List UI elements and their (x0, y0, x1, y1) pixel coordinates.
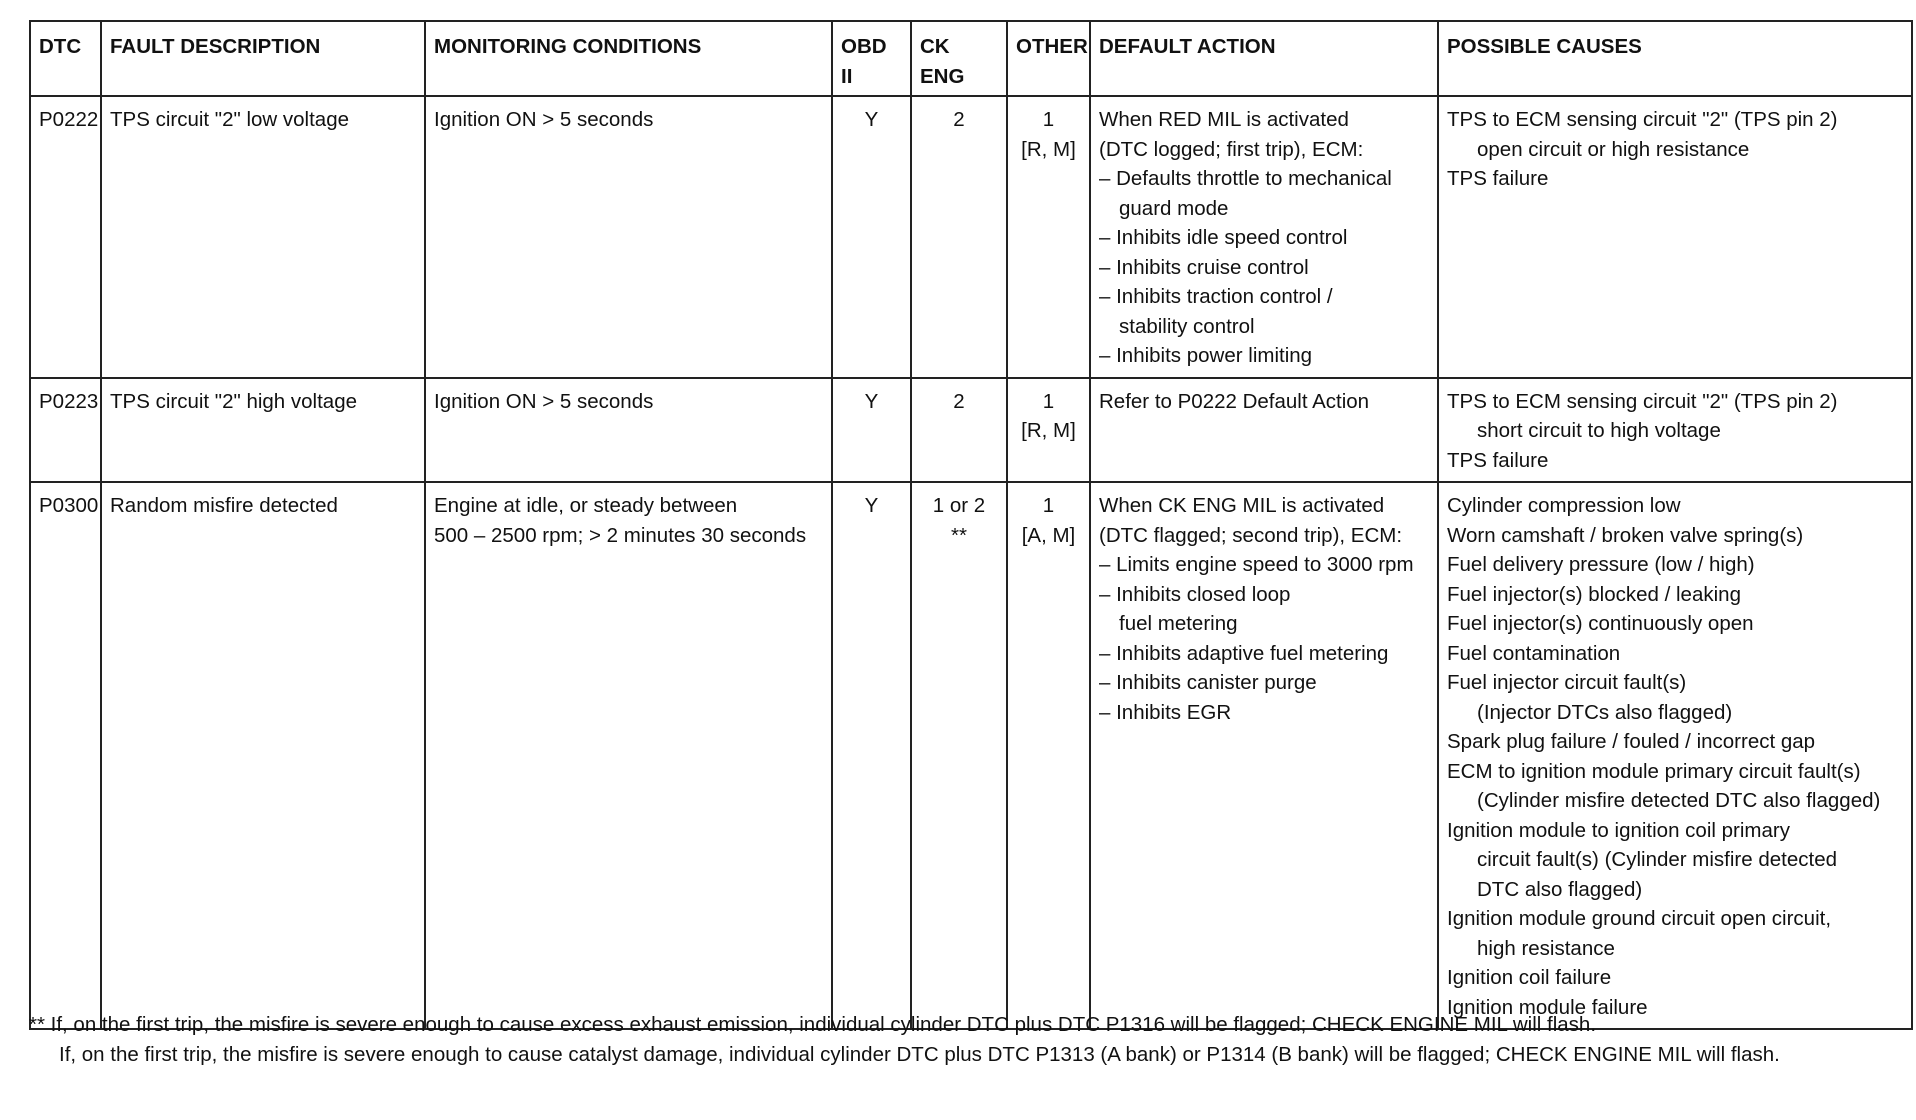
obd-ii-value: Y (832, 96, 911, 378)
footnote-line-2: If, on the first trip, the misfire is severe enough to cause catalyst damage, individual cylinder DTC plus DTC P1313 (A bank) or P1314 (B bank) will be flagged; CHECK ENGINE MIL will flash. (59, 1043, 1780, 1066)
text-line: – Inhibits adaptive fuel metering (1099, 641, 1389, 665)
text-line: Refer to P0222 Default Action (1099, 389, 1370, 413)
header-monitoring-conditions: MONITORING CONDITIONS (425, 21, 832, 96)
ck-eng-value (911, 378, 1007, 483)
footnote-line-1: ** If, on the first trip, the misfire is severe enough to cause excess exhaust emission, individual cylinder DTC plus DTC P1316 will be flagged; CHECK ENGINE MIL will flash. (29, 1013, 1597, 1036)
table-row (30, 378, 1912, 483)
header-possible-causes: POSSIBLE CAUSES (1438, 21, 1912, 96)
text-line: 2 (953, 108, 965, 131)
text-line: high resistance (1477, 936, 1615, 960)
text-line: – Inhibits canister purge (1099, 671, 1317, 694)
monitoring-conditions (425, 96, 832, 378)
text-line: – Inhibits power limiting (1099, 344, 1313, 367)
fault-description: Random misfire detected (101, 482, 425, 1029)
text-line: (Injector DTCs also flagged) (1477, 700, 1733, 724)
text-line: Spark plug failure / fouled / incorrect gap (1447, 730, 1816, 753)
dtc-table (29, 20, 1913, 1030)
header-obd-ii: OBD II (832, 21, 911, 96)
table-row (30, 482, 1912, 1029)
text-line: circuit fault(s) (Cylinder misfire detected (1477, 848, 1837, 871)
text-line: Fuel contamination (1447, 641, 1621, 665)
text-line: short circuit to high voltage (1477, 419, 1721, 442)
other-value (1007, 482, 1090, 1029)
text-line: – Inhibits idle speed control (1099, 226, 1348, 249)
text-line: TPS failure (1447, 448, 1549, 472)
text-line: – Inhibits cruise control (1099, 255, 1309, 279)
text-line: open circuit or high resistance (1477, 137, 1750, 161)
text-line: – Inhibits closed loop (1099, 582, 1291, 606)
text-line: 1 or 2 (932, 494, 986, 517)
dtc-code: P0223 (30, 378, 101, 483)
text-line: 500 – 2500 rpm; > 2 minutes 30 seconds (434, 523, 807, 547)
default-action (1090, 378, 1438, 483)
text-line: Fuel injector(s) blocked / leaking (1447, 582, 1741, 606)
obd-ii-value: Y (832, 378, 911, 483)
header-fault-description: FAULT DESCRIPTION (101, 21, 425, 96)
text-line: Fuel delivery pressure (low / high) (1447, 553, 1755, 576)
text-line: Ignition module failure (1447, 995, 1648, 1019)
text-line: TPS to ECM sensing circuit "2" (TPS pin 2) (1447, 389, 1838, 413)
ck-eng-value (911, 482, 1007, 1029)
dtc-table-sheet (29, 20, 1911, 1030)
text-line: Ignition ON > 5 seconds (434, 389, 654, 413)
fault-description: TPS circuit "2" low voltage (101, 96, 425, 378)
possible-causes (1438, 482, 1912, 1029)
text-line: Cylinder compression low (1447, 494, 1681, 517)
text-line: fuel metering (1119, 612, 1238, 635)
other-value (1007, 96, 1090, 378)
text-line: (DTC flagged; second trip), ECM: (1099, 523, 1403, 547)
footnote (29, 1010, 1780, 1070)
text-line: – Defaults throttle to mechanical (1099, 167, 1392, 190)
text-line: Fuel injector circuit fault(s) (1447, 671, 1687, 694)
text-line: Ignition coil failure (1447, 966, 1612, 989)
header-other: OTHER (1007, 21, 1090, 96)
header-dtc: DTC (30, 21, 101, 96)
header-row (30, 21, 1912, 96)
text-line: TPS failure (1447, 167, 1549, 190)
text-line: When CK ENG MIL is activated (1099, 494, 1385, 517)
text-line: [A, M] (1021, 523, 1076, 547)
monitoring-conditions (425, 482, 832, 1029)
text-line: Ignition ON > 5 seconds (434, 108, 654, 131)
text-line: DTC also flagged) (1477, 877, 1643, 901)
text-line: – Limits engine speed to 3000 rpm (1099, 553, 1414, 576)
header-default-action: DEFAULT ACTION (1090, 21, 1438, 96)
text-line: [R, M] (1021, 419, 1076, 442)
text-line: – Inhibits traction control / (1099, 285, 1333, 308)
header-ck-eng: CK ENG (911, 21, 1007, 96)
ck-eng-value (911, 96, 1007, 378)
text-line: 1 (1042, 108, 1055, 131)
fault-description: TPS circuit "2" high voltage (101, 378, 425, 483)
other-value (1007, 378, 1090, 483)
monitoring-conditions (425, 378, 832, 483)
text-line: 1 (1042, 389, 1055, 413)
text-line: stability control (1119, 314, 1255, 338)
table-row (30, 96, 1912, 378)
text-line: – Inhibits EGR (1099, 700, 1232, 724)
text-line: 2 (953, 389, 965, 413)
text-line: Worn camshaft / broken valve spring(s) (1447, 523, 1804, 547)
text-line: TPS to ECM sensing circuit "2" (TPS pin 2) (1447, 108, 1838, 131)
text-line: (Cylinder misfire detected DTC also flagged) (1477, 789, 1881, 812)
text-line: ECM to ignition module primary circuit fault(s) (1447, 759, 1861, 783)
dtc-code: P0300 (30, 482, 101, 1029)
text-line: When RED MIL is activated (1099, 108, 1349, 131)
text-line: [R, M] (1021, 137, 1076, 161)
text-line: 1 (1042, 494, 1055, 517)
default-action (1090, 96, 1438, 378)
possible-causes (1438, 96, 1912, 378)
text-line: Ignition module to ignition coil primary (1447, 818, 1790, 842)
text-line: guard mode (1119, 196, 1229, 220)
text-line: Engine at idle, or steady between (434, 494, 738, 517)
dtc-code: P0222 (30, 96, 101, 378)
default-action (1090, 482, 1438, 1029)
footnote-marker: ** (951, 523, 967, 547)
text-line: (DTC logged; first trip), ECM: (1099, 137, 1364, 161)
possible-causes (1438, 378, 1912, 483)
obd-ii-value: Y (832, 482, 911, 1029)
text-line: Fuel injector(s) continuously open (1447, 612, 1754, 635)
text-line: Ignition module ground circuit open circuit, (1447, 907, 1832, 930)
